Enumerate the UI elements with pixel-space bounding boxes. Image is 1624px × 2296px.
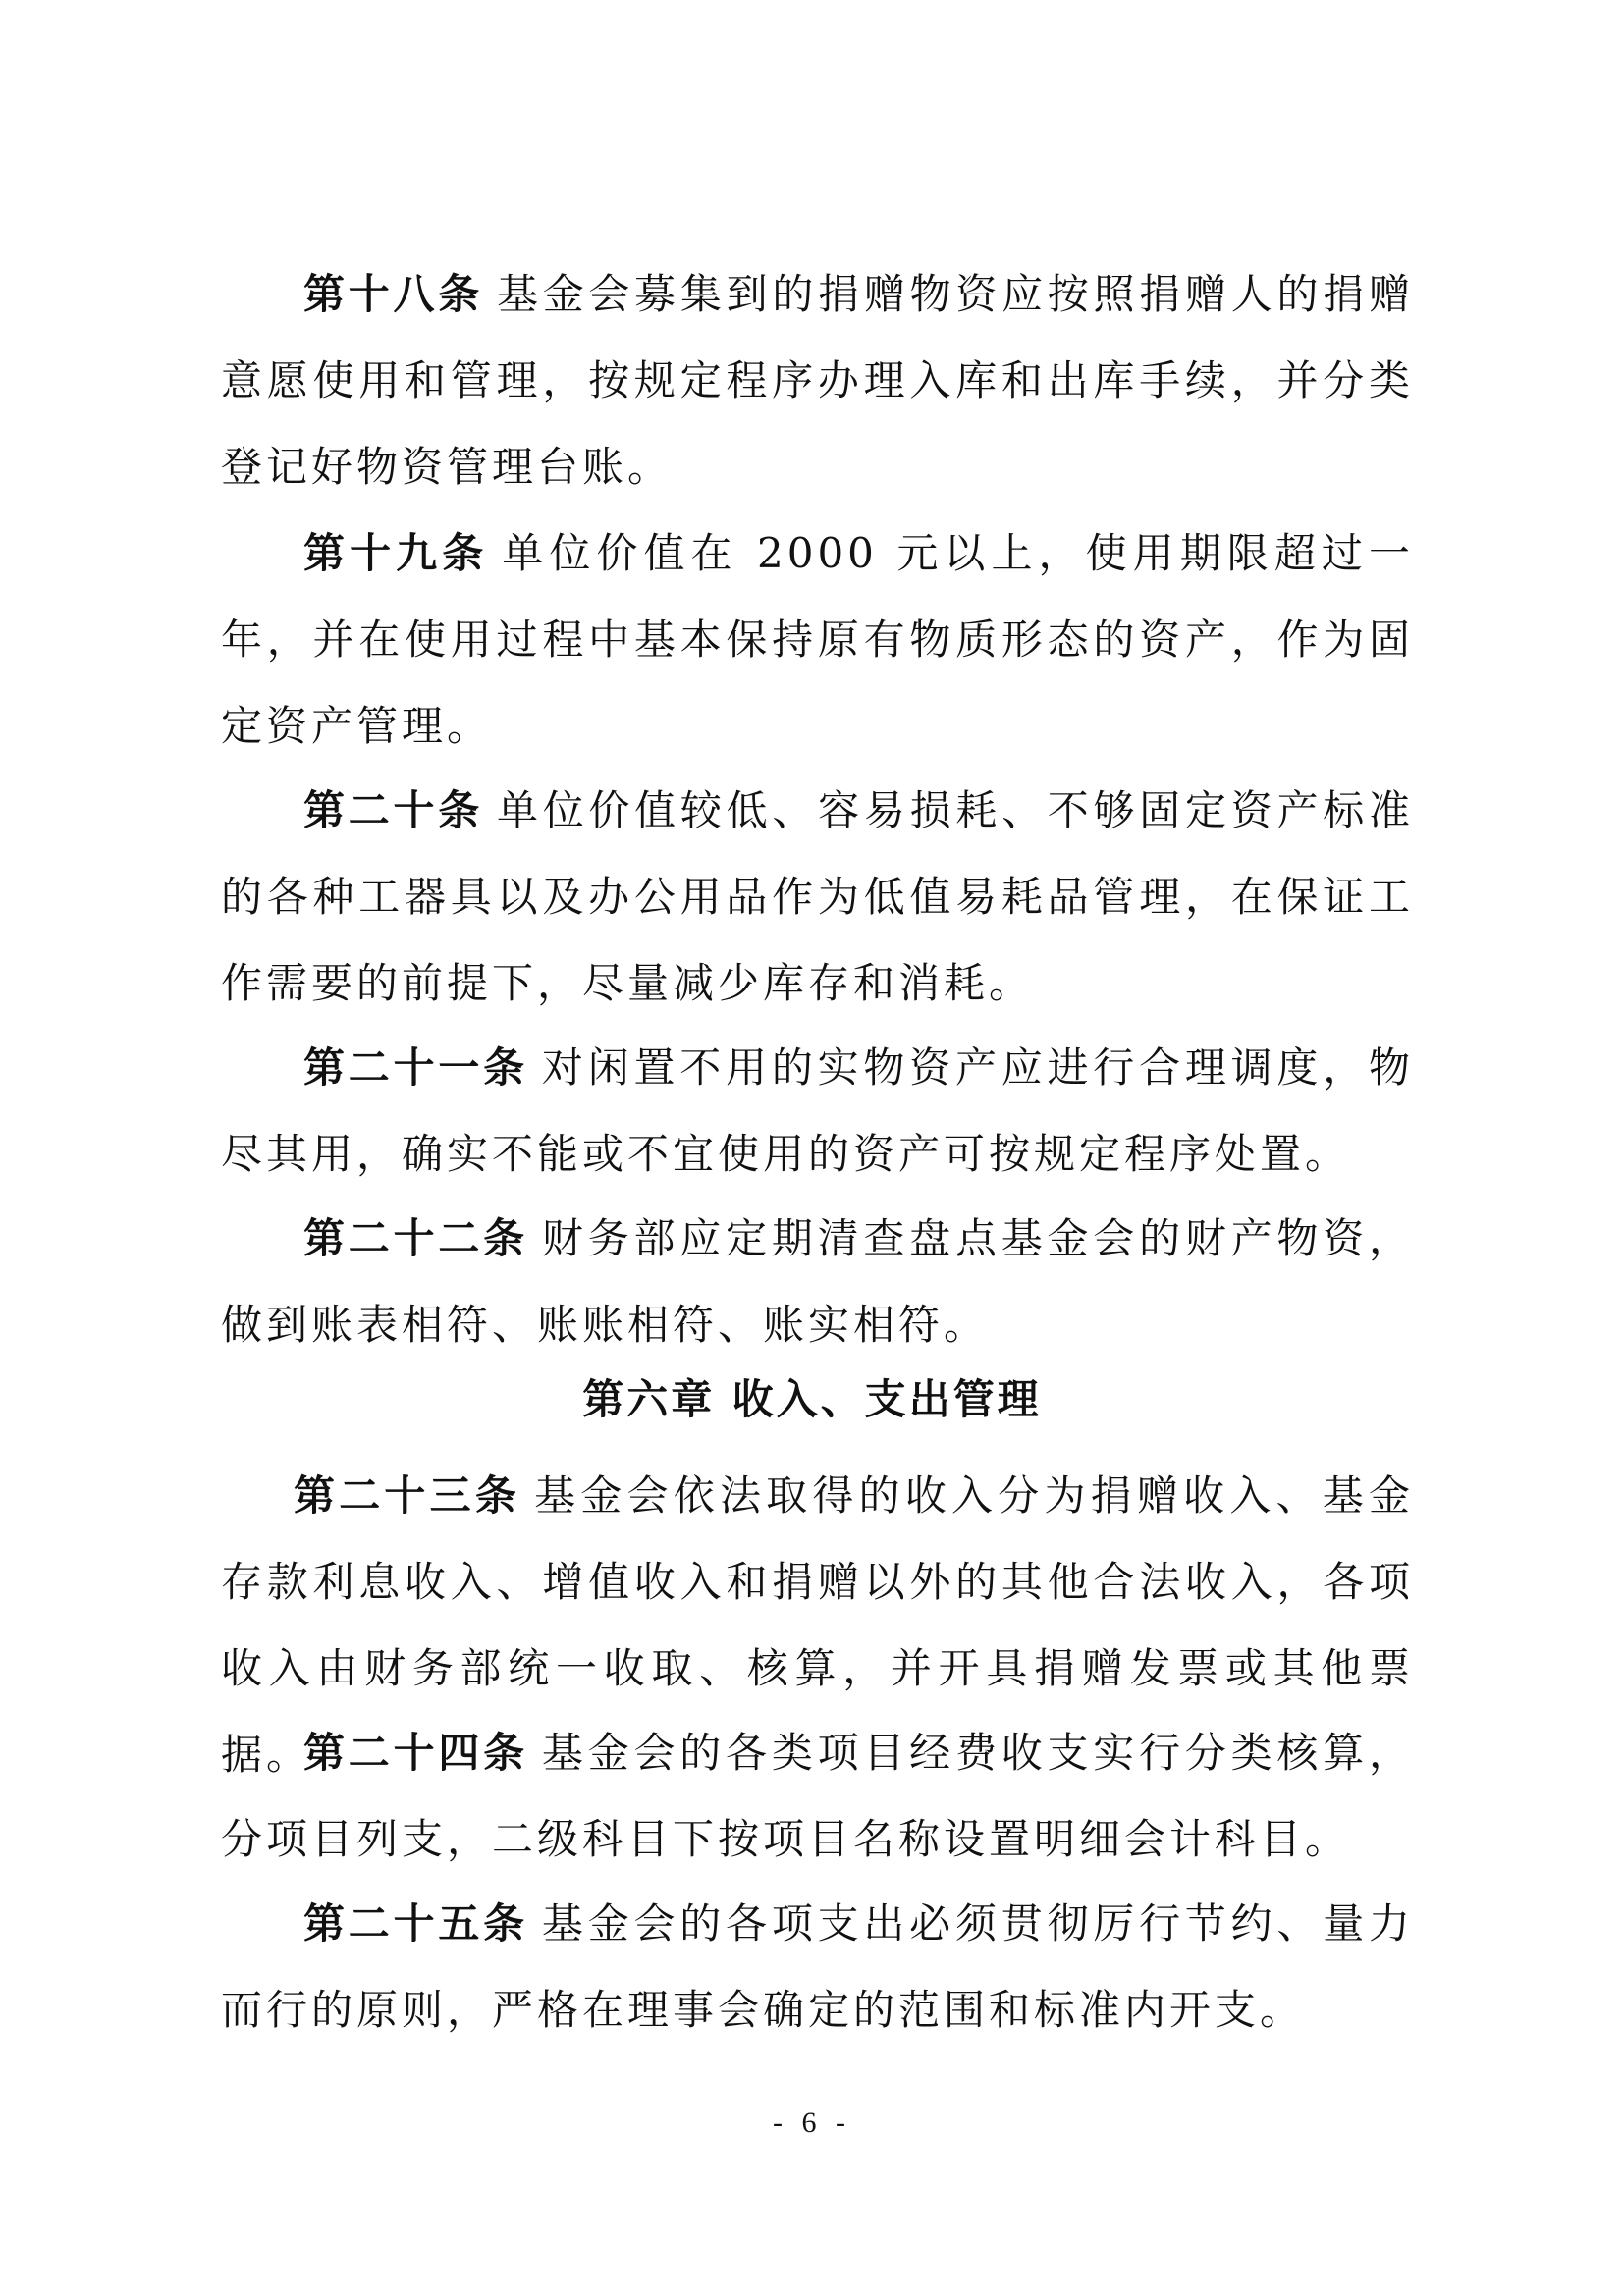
- article-18: [221, 251, 1414, 510]
- article-number: 第十八条: [303, 270, 483, 318]
- article-25: [221, 1881, 1414, 2054]
- article-19: [221, 510, 1414, 770]
- article-text: 基金会的各类项目经费收支实行分类核算，分项目列支，二级科目下按项目名称设置明细会计科目。: [221, 1729, 1414, 1863]
- article-22: [221, 1196, 1414, 1368]
- article-24: [221, 1710, 1414, 1883]
- article-number: 第二十一条: [303, 1043, 528, 1092]
- article-text: 基金会依法取得的收入分为捐赠收入、基金存款利息收入、增值收入和捐赠以外的其他合法收入，各项收入由财务部统一收取、核算，并开具捐赠发票或其他票据。: [221, 1471, 1414, 1779]
- article-number: 第二十三条: [294, 1471, 521, 1520]
- page-number: - 6 -: [773, 2107, 851, 2139]
- article-text: 对闲置不用的实物资产应进行合理调度，物尽其用，确实不能或不宜使用的资产可按规定程序处置。: [221, 1043, 1414, 1178]
- article-number: 第二十条: [303, 786, 483, 834]
- article-text: 基金会募集到的捐赠物资应按照捐赠人的捐赠意愿使用和管理，按规定程序办理入库和出库手续，并分类登记好物资管理台账。: [221, 270, 1414, 491]
- article-number: 第二十五条: [303, 1899, 528, 1948]
- article-text: 单位价值在 2000 元以上，使用期限超过一年，并在使用过程中基本保持原有物质形态的资产，作为固定资产管理。: [221, 529, 1414, 750]
- article-text: 单位价值较低、容易损耗、不够固定资产标准的各种工器具以及办公用品作为低值易耗品管理，在保证工作需要的前提下，尽量减少库存和消耗。: [221, 786, 1414, 1007]
- article-21: [221, 1025, 1414, 1198]
- article-text: 财务部应定期清查盘点基金会的财产物资，做到账表相符、账账相符、账实相符。: [221, 1214, 1414, 1349]
- article-number: 第二十四条: [303, 1729, 528, 1777]
- chapter-heading: 第六章 收入、支出管理: [582, 1375, 1042, 1423]
- article-number: 第二十二条: [303, 1214, 528, 1262]
- article-number: 第十九条: [303, 529, 489, 577]
- article-text: 基金会的各项支出必须贯彻厉行节约、量力而行的原则，严格在理事会确定的范围和标准内开支。: [221, 1899, 1414, 2034]
- article-20: [221, 768, 1414, 1027]
